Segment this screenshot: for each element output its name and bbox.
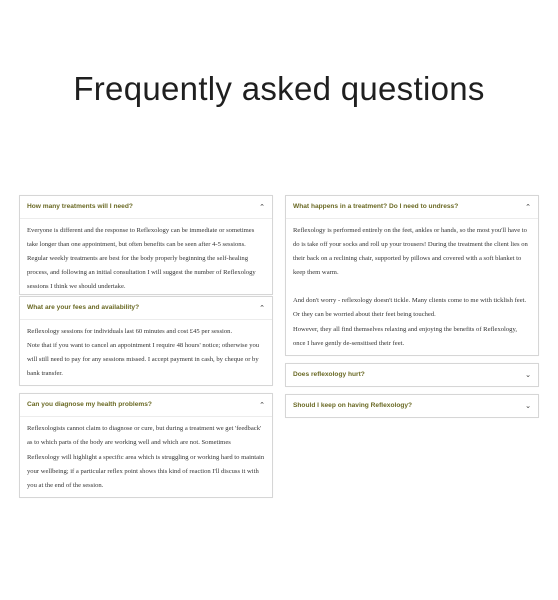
faq-answer <box>286 219 538 355</box>
chevron-up-icon: ⌃ <box>525 203 531 211</box>
faq-question: Can you diagnose my health problems? <box>27 401 152 409</box>
paragraph-spacer <box>293 280 531 294</box>
faq-item <box>285 363 539 387</box>
faq-question: Should I keep on having Reflexology? <box>293 401 413 409</box>
faq-column-right <box>285 195 539 425</box>
faq-answer <box>20 417 272 496</box>
faq-question-toggle[interactable] <box>20 297 272 320</box>
faq-answer-paragraph: However, they all find themselves relaxing and enjoying the benefits of Reflexology, once I have gently de-sensitised their feet. <box>293 325 517 347</box>
faq-question: Does reflexology hurt? <box>293 370 365 378</box>
faq-item <box>285 195 539 356</box>
faq-answer <box>20 320 272 385</box>
faq-question-toggle[interactable] <box>286 364 538 386</box>
faq-question-toggle[interactable] <box>286 395 538 417</box>
chevron-down-icon: ⌄ <box>525 370 531 379</box>
faq-answer-paragraph: Reflexology is performed entirely on the feet, ankles or hands, so the most you'll have to do is take off your socks and roll up your trousers! During the treatment the client lies on their back on a reclining chair, supported by pillows and covered with a soft blanket to keep them warm. <box>293 227 528 277</box>
faq-item <box>19 393 273 497</box>
faq-answer-paragraph: Everyone is different and the response to Reflexology can be immediate or sometimes take longer than one appointment, but often benefits can be seen after 4-5 sessions. Regular weekly treatments are best for the body properly beginning the self-healing process, and following an initial consultation I will suggest the number of Reflexology sessions I think we should undertake. <box>27 227 256 291</box>
faq-question: What happens in a treatment? Do I need to undress? <box>293 203 459 210</box>
chevron-up-icon: ⌃ <box>259 401 265 410</box>
faq-answer-paragraph: Reflexologists cannot claim to diagnose or cure, but during a treatment we get 'feedback' as to which parts of the body are working well and which are not. Sometimes Reflexology will highlight a specific area which is struggling or working hard to maintain your wellbeing; if a particular reflex point shows this kind of reaction I'll discuss it with you at the end of the session. <box>27 425 265 489</box>
faq-answer-paragraph: Note that if you want to cancel an appointment I require 48 hours' notice; otherwise you will still need to pay for any sessions missed. I accept payment in cash, by cheque or by bank transfer. <box>27 342 260 378</box>
faq-question: What are your fees and availability? <box>27 304 140 311</box>
faq-question-toggle[interactable] <box>286 196 538 219</box>
faq-answer-paragraph: And don't worry - reflexology doesn't tickle. Many clients come to me with ticklish feet. Or they can be worried about their feet being touched. <box>293 297 527 319</box>
chevron-up-icon: ⌃ <box>259 304 265 312</box>
faq-question-toggle[interactable] <box>20 394 272 417</box>
faq-item <box>19 296 273 386</box>
faq-item <box>285 394 539 418</box>
faq-item <box>19 195 273 295</box>
chevron-down-icon: ⌄ <box>525 401 531 410</box>
faq-question: How many treatments will I need? <box>27 203 133 210</box>
faq-answer-paragraph: Reflexology sessions for individuals last 60 minutes and cost £45 per session. <box>27 328 233 335</box>
faq-column-left <box>19 195 273 505</box>
page-title: Frequently asked questions <box>73 70 485 107</box>
faq-answer <box>20 219 272 294</box>
faq-question-toggle[interactable] <box>20 196 272 219</box>
chevron-up-icon: ⌃ <box>259 203 265 211</box>
